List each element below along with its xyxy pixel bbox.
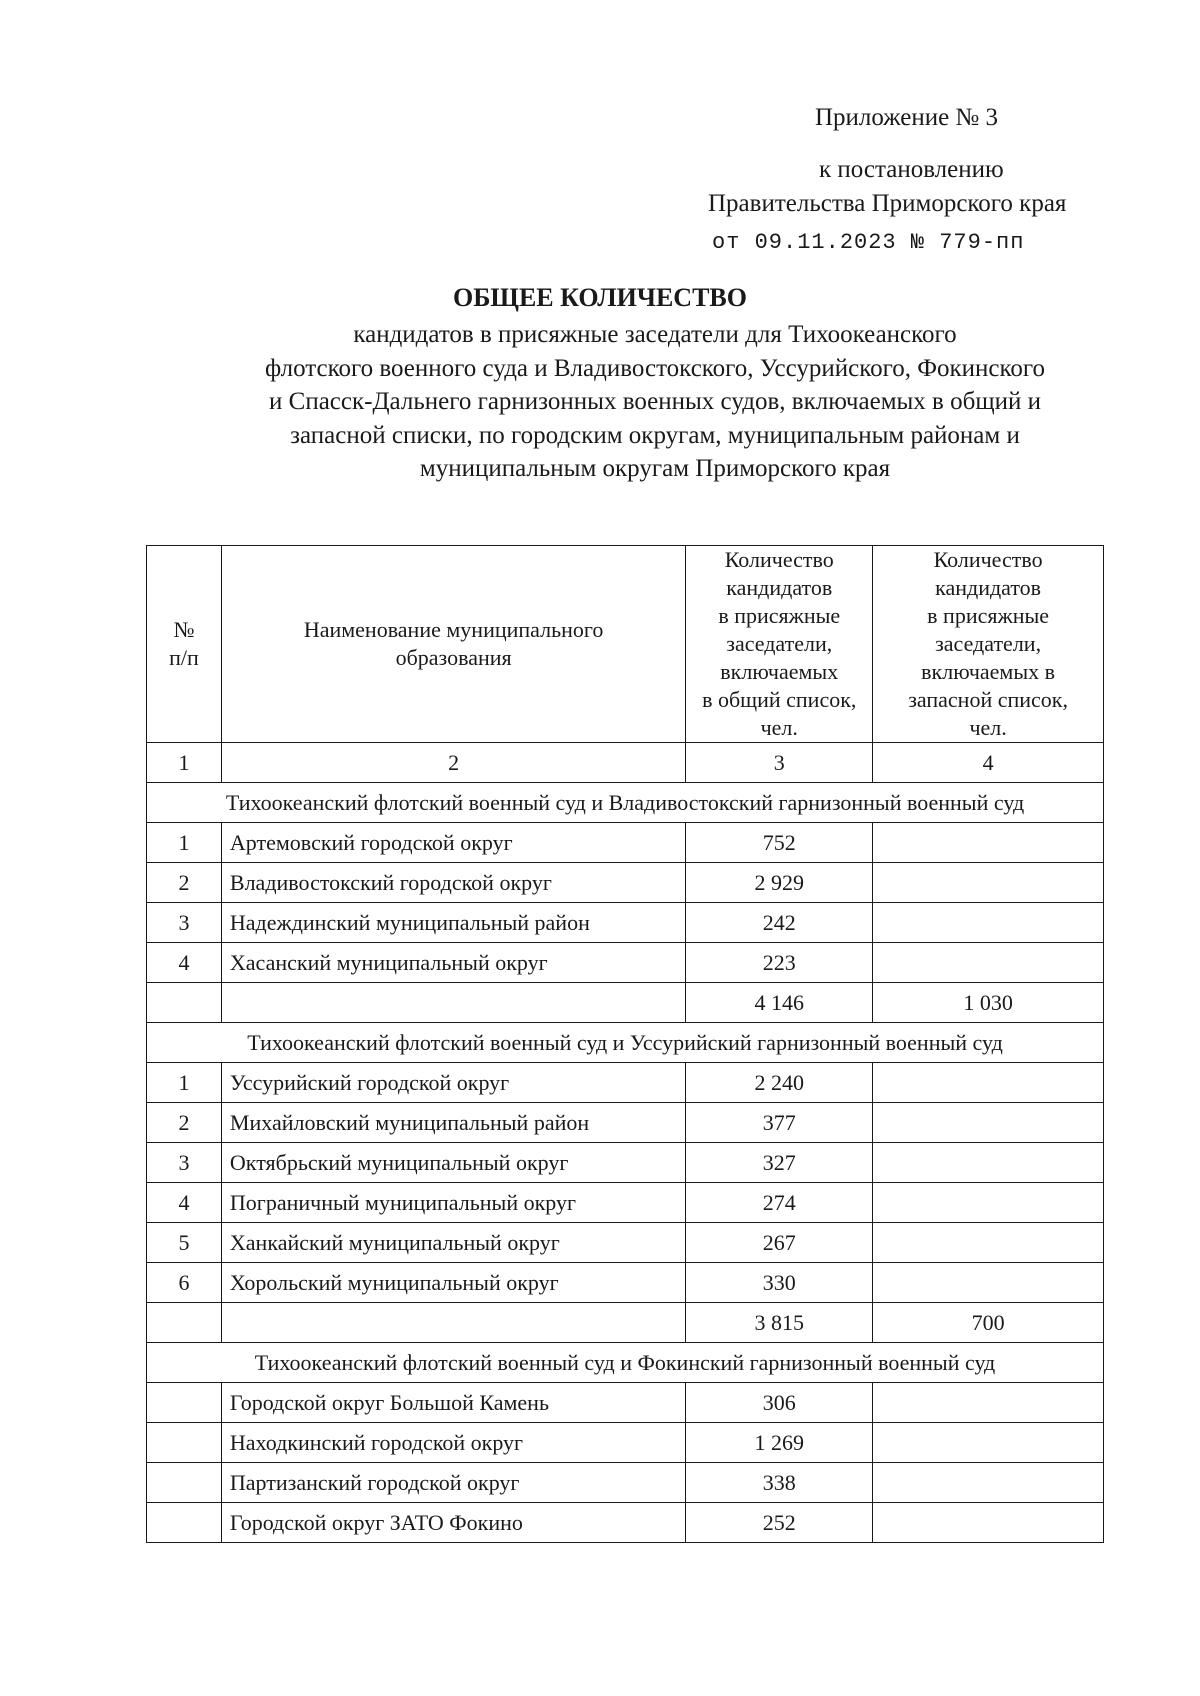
table-row [147, 1143, 1104, 1183]
row-number: 3 [147, 903, 222, 943]
row-number [147, 1423, 222, 1463]
document-title: ОБЩЕЕ КОЛИЧЕСТВО [453, 283, 747, 312]
reserve-list-count [873, 1183, 1104, 1223]
section-title: Тихоокеанский флотский военный суд и Фокинский гарнизонный военный суд [147, 1343, 1104, 1383]
reserve-list-count [873, 823, 1104, 863]
general-list-count: 267 [686, 1223, 873, 1263]
table-row [147, 823, 1104, 863]
column-number: 3 [686, 743, 873, 783]
row-number: 4 [147, 943, 222, 983]
reserve-list-count [873, 1423, 1104, 1463]
decree-label: к постановлению [819, 156, 1004, 183]
reserve-list-count [873, 1223, 1104, 1263]
total-number-empty [147, 1303, 222, 1343]
reserve-list-count [873, 903, 1104, 943]
row-number: 3 [147, 1143, 222, 1183]
reserve-list-count [873, 1063, 1104, 1103]
general-list-count: 2 240 [686, 1063, 873, 1103]
section-title: Тихоокеанский флотский военный суд и Уссурийский гарнизонный военный суд [147, 1023, 1104, 1063]
general-list-count: 330 [686, 1263, 873, 1303]
table-row [147, 1383, 1104, 1423]
government-label: Правительства Приморского края [708, 190, 1067, 217]
column-number: 1 [147, 743, 222, 783]
general-list-count: 2 929 [686, 863, 873, 903]
row-number: 1 [147, 823, 222, 863]
row-number: 6 [147, 1263, 222, 1303]
reserve-list-count [873, 1103, 1104, 1143]
column-number: 2 [221, 743, 685, 783]
table-row [147, 1423, 1104, 1463]
municipality-name: Хасанский муниципальный округ [221, 943, 685, 983]
document-subtitle [160, 318, 1150, 486]
total-reserve-count: 1 030 [873, 983, 1104, 1023]
row-number: 2 [147, 1103, 222, 1143]
municipality-name: Городской округ ЗАТО Фокино [221, 1503, 685, 1543]
subtitle-line: муниципальным округам Приморского края [419, 455, 891, 482]
section-title-row [147, 1343, 1104, 1383]
municipality-name: Пограничный муниципальный округ [221, 1183, 685, 1223]
general-list-count: 338 [686, 1463, 873, 1503]
reserve-list-count [873, 1503, 1104, 1543]
section-title: Тихоокеанский флотский военный суд и Владивостокский гарнизонный военный суд [147, 783, 1104, 823]
total-general-count: 3 815 [686, 1303, 873, 1343]
reserve-list-count [873, 1263, 1104, 1303]
reserve-list-count [873, 943, 1104, 983]
total-name-empty [221, 983, 685, 1023]
section-total-row [147, 983, 1104, 1023]
table-row [147, 903, 1104, 943]
table-row [147, 943, 1104, 983]
subtitle-line: кандидатов в присяжные заседатели для Тихоокеанского [353, 321, 957, 348]
subtitle-line: запасной списки, по городским округам, муниципальным районам и [290, 421, 1020, 449]
subtitle-line: флотского военного суда и Владивостокского, Уссурийского, Фокинского [265, 354, 1045, 382]
row-number [147, 1383, 222, 1423]
total-number-empty [147, 983, 222, 1023]
section-total-row [147, 1303, 1104, 1343]
table-row [147, 1063, 1104, 1103]
header-name: Наименование муниципального образования [221, 546, 685, 743]
header-number: № п/п [147, 546, 222, 743]
table-header-row [147, 546, 1104, 743]
municipality-name: Находкинский городской округ [221, 1423, 685, 1463]
table-row [147, 1503, 1104, 1543]
row-number: 4 [147, 1183, 222, 1223]
municipality-name: Хорольский муниципальный округ [221, 1263, 685, 1303]
general-list-count: 242 [686, 903, 873, 943]
table-row [147, 1263, 1104, 1303]
reserve-list-count [873, 1383, 1104, 1423]
table-row [147, 1463, 1104, 1503]
column-number: 4 [873, 743, 1104, 783]
municipality-name: Владивостокский городской округ [221, 863, 685, 903]
municipality-name: Партизанский городской округ [221, 1463, 685, 1503]
section-title-row [147, 1023, 1104, 1063]
general-list-count: 274 [686, 1183, 873, 1223]
row-number: 1 [147, 1063, 222, 1103]
municipality-name: Городской округ Большой Камень [221, 1383, 685, 1423]
total-general-count: 4 146 [686, 983, 873, 1023]
total-name-empty [221, 1303, 685, 1343]
subtitle-line: и Спасск-Дальнего гарнизонных военных судов, включаемых в общий и [269, 388, 1041, 415]
decree-date: от 09.11.2023 № 779-пп [712, 230, 1025, 255]
column-number-row [147, 743, 1104, 783]
table-row [147, 863, 1104, 903]
general-list-count: 252 [686, 1503, 873, 1543]
municipality-name: Надеждинский муниципальный район [221, 903, 685, 943]
total-reserve-count: 700 [873, 1303, 1104, 1343]
candidates-table [146, 545, 1104, 1543]
row-number: 2 [147, 863, 222, 903]
reserve-list-count [873, 1463, 1104, 1503]
row-number [147, 1503, 222, 1543]
appendix-number: Приложение № 3 [815, 104, 999, 131]
municipality-name: Октябрьский муниципальный округ [221, 1143, 685, 1183]
municipality-name: Ханкайский муниципальный округ [221, 1223, 685, 1263]
general-list-count: 1 269 [686, 1423, 873, 1463]
section-title-row [147, 783, 1104, 823]
reserve-list-count [873, 1143, 1104, 1183]
header-general-list: Количество кандидатов в присяжные заседатели, включаемых в общий список, чел. [686, 546, 873, 743]
table-row [147, 1183, 1104, 1223]
general-list-count: 752 [686, 823, 873, 863]
row-number [147, 1463, 222, 1503]
table-row [147, 1103, 1104, 1143]
municipality-name: Артемовский городской округ [221, 823, 685, 863]
general-list-count: 306 [686, 1383, 873, 1423]
row-number: 5 [147, 1223, 222, 1263]
municipality-name: Уссурийский городской округ [221, 1063, 685, 1103]
general-list-count: 377 [686, 1103, 873, 1143]
general-list-count: 223 [686, 943, 873, 983]
general-list-count: 327 [686, 1143, 873, 1183]
header-reserve-list: Количество кандидатов в присяжные заседатели, включаемых в запасной список, чел. [873, 546, 1104, 743]
municipality-name: Михайловский муниципальный район [221, 1103, 685, 1143]
table-row [147, 1223, 1104, 1263]
reserve-list-count [873, 863, 1104, 903]
